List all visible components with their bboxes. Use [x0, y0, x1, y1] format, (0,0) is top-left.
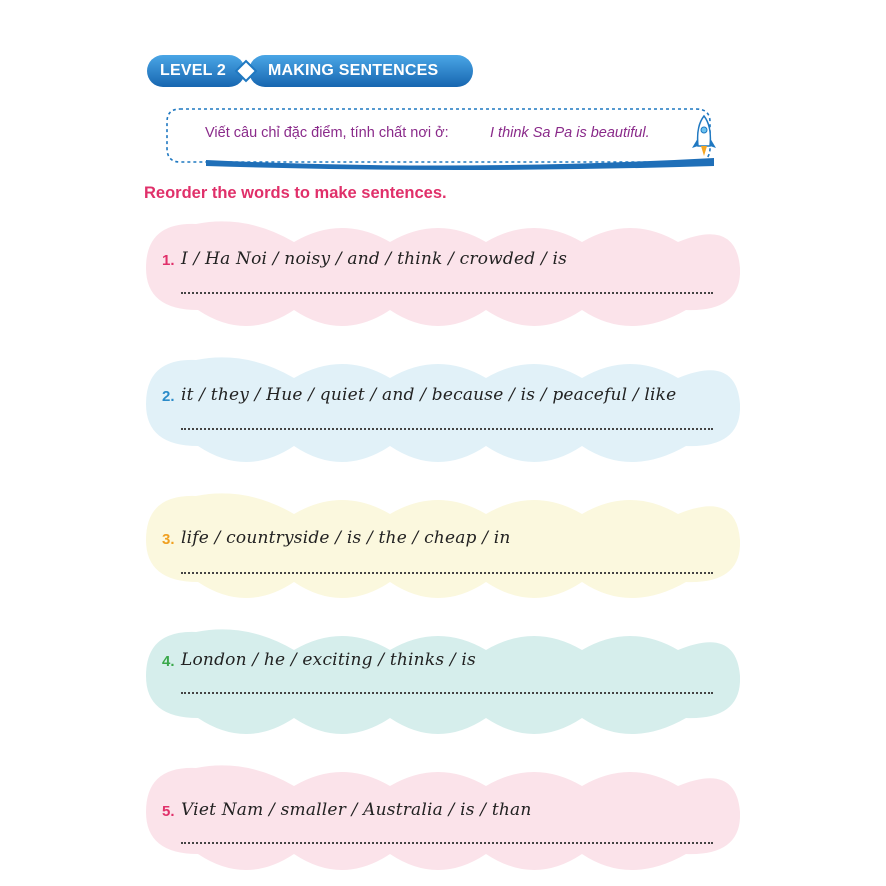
item-number: 5. — [162, 803, 175, 820]
item-words: it / they / Hue / quiet / and / because / is / peaceful / like — [181, 385, 677, 405]
cloud-background — [146, 218, 740, 336]
exercise-item-4 — [146, 626, 740, 744]
exercise-item-3 — [146, 490, 740, 608]
cloud-background — [146, 354, 740, 472]
answer-line[interactable] — [181, 842, 713, 844]
section-title: MAKING SENTENCES — [268, 62, 439, 79]
task-title: Reorder the words to make sentences. — [144, 184, 447, 202]
exercise-item-1 — [146, 218, 740, 336]
cloud-background — [146, 762, 740, 880]
item-words: London / he / exciting / thinks / is — [181, 650, 476, 670]
exercise-item-2 — [146, 354, 740, 472]
exercise-item-5 — [146, 762, 740, 880]
item-number: 3. — [162, 531, 175, 548]
instruction-example: I think Sa Pa is beautiful. — [490, 125, 650, 141]
level-label: LEVEL 2 — [160, 62, 227, 79]
answer-line[interactable] — [181, 572, 713, 574]
item-number: 2. — [162, 388, 175, 405]
cloud-background — [146, 490, 740, 608]
item-number: 1. — [162, 252, 175, 269]
item-number: 4. — [162, 653, 175, 670]
item-words: Viet Nam / smaller / Australia / is / than — [181, 800, 532, 820]
answer-line[interactable] — [181, 428, 713, 430]
answer-line[interactable] — [181, 692, 713, 694]
item-words: I / Ha Noi / noisy / and / think / crowded / is — [181, 249, 568, 269]
answer-line[interactable] — [181, 292, 713, 294]
instruction-text: Viết câu chỉ đặc điểm, tính chất nơi ở: — [205, 125, 449, 141]
item-words: life / countryside / is / the / cheap / in — [181, 528, 511, 548]
cloud-background — [146, 626, 740, 744]
